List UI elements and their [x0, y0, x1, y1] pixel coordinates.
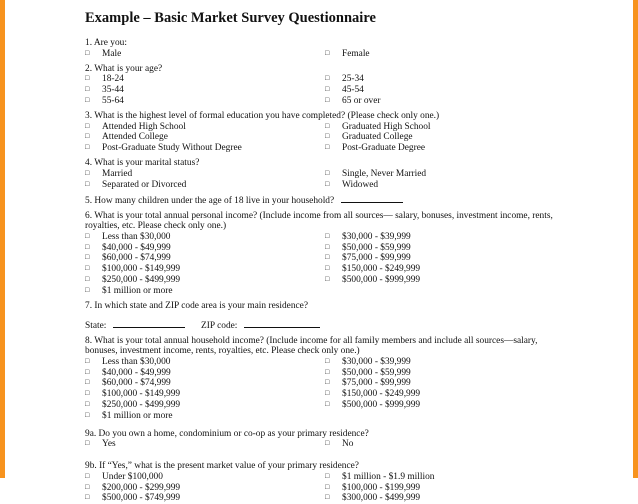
checkbox-option[interactable]: □ $1 million or more: [85, 286, 347, 297]
question-text: 7. In which state and ZIP code area is your main residence?: [85, 300, 309, 311]
checkbox-option[interactable]: □ $40,000 - $49,999: [85, 368, 325, 379]
checkbox-option[interactable]: □ $150,000 - $249,999: [325, 264, 565, 275]
checkbox-option[interactable]: □ Less than $30,000: [85, 232, 325, 243]
question-9a: [85, 430, 565, 451]
checkbox-option[interactable]: □ Yes: [85, 439, 325, 450]
checkbox-option[interactable]: □ Single, Never Married: [325, 169, 565, 180]
checkbox-option[interactable]: □ $500,000 - $999,999: [325, 400, 565, 411]
checkbox-option[interactable]: □ $50,000 - $59,999: [325, 368, 565, 379]
checkbox-option[interactable]: □ Attended High School: [85, 122, 325, 133]
checkbox-option[interactable]: □ $60,000 - $74,999: [85, 378, 325, 389]
question-text: 9a. Do you own a home, condominium or co-op as your primary residence?: [85, 428, 369, 439]
checkbox-option[interactable]: □ $300,000 - $499,999: [325, 493, 565, 504]
checkbox-option[interactable]: □ $150,000 - $249,999: [325, 389, 565, 400]
checkbox-option[interactable]: □ $100,000 - $149,999: [85, 389, 325, 400]
checkbox-option[interactable]: □ $30,000 - $39,999: [325, 357, 565, 368]
state-field[interactable]: [113, 320, 185, 328]
question-1: [85, 39, 565, 60]
checkbox-option[interactable]: □ $75,000 - $99,999: [325, 253, 565, 264]
checkbox-option[interactable]: □ No: [325, 439, 565, 450]
checkbox-option[interactable]: □ $100,000 - $149,999: [85, 264, 325, 275]
checkbox-option[interactable]: □ Post-Graduate Study Without Degree: [85, 143, 325, 154]
question-3: [85, 112, 565, 154]
checkbox-option[interactable]: □ 55-64: [85, 96, 325, 107]
children-count-field[interactable]: [341, 195, 403, 203]
question-6: [85, 212, 565, 296]
checkbox-option[interactable]: □ Female: [325, 49, 565, 60]
question-text: 9b. If “Yes,” what is the present market value of your primary residence?: [85, 461, 359, 472]
question-text: 3. What is the highest level of formal education you have completed? (Please check only one.): [85, 110, 440, 121]
checkbox-option[interactable]: □ $75,000 - $99,999: [325, 378, 565, 389]
checkbox-option[interactable]: □ $250,000 - $499,999: [85, 400, 325, 411]
question-text: 5. How many children under the age of 18 live in your household?: [85, 196, 335, 207]
checkbox-option[interactable]: □ 18-24: [85, 74, 325, 85]
question-7: [85, 302, 565, 333]
checkbox-option[interactable]: □ Married: [85, 169, 325, 180]
checkbox-option[interactable]: □ $100,000 - $199,999: [325, 483, 565, 494]
question-text: 4. What is your marital status?: [85, 157, 200, 168]
checkbox-option[interactable]: □ Post-Graduate Degree: [325, 143, 565, 154]
checkbox-option[interactable]: □ $50,000 - $59,999: [325, 243, 565, 254]
question-text: 1. Are you:: [85, 38, 127, 48]
checkbox-option[interactable]: □ Separated or Divorced: [85, 180, 325, 191]
zip-field[interactable]: [244, 320, 320, 328]
checkbox-option[interactable]: □ 45-54: [325, 85, 565, 96]
question-8: [85, 337, 565, 421]
question-text: 6. What is your total annual personal income? (Include income from all sources— salary, bonuses, investment income, rents, royalties, etc. Please check only one.): [85, 211, 553, 231]
checkbox-option[interactable]: □ $200,000 - $299,999: [85, 483, 325, 494]
checkbox-option[interactable]: □ $1 million or more: [85, 411, 347, 422]
checkbox-option[interactable]: □ $500,000 - $999,999: [325, 275, 565, 286]
checkbox-option[interactable]: □ $250,000 - $499,999: [85, 275, 325, 286]
checkbox-option[interactable]: □ Attended College: [85, 132, 325, 143]
checkbox-option[interactable]: □ Graduated College: [325, 132, 565, 143]
state-label: State:: [85, 321, 107, 332]
checkbox-option[interactable]: □ $30,000 - $39,999: [325, 232, 565, 243]
checkbox-option[interactable]: □ 65 or over: [325, 96, 565, 107]
checkbox-option[interactable]: □ Widowed: [325, 180, 565, 191]
checkbox-option[interactable]: □ $1 million - $1.9 million: [325, 472, 565, 483]
checkbox-option[interactable]: □ Less than $30,000: [85, 357, 325, 368]
checkbox-option[interactable]: □ $60,000 - $74,999: [85, 253, 325, 264]
question-5: [85, 195, 565, 207]
question-2: [85, 65, 565, 107]
checkbox-option[interactable]: □ Graduated High School: [325, 122, 565, 133]
question-text: 2. What is your age?: [85, 63, 163, 74]
questionnaire-document: [85, 10, 565, 504]
document-title: Example – Basic Market Survey Questionnaire: [85, 10, 376, 26]
checkbox-option[interactable]: □ Under $100,000: [85, 472, 325, 483]
checkbox-option[interactable]: □ 25-34: [325, 74, 565, 85]
question-4: [85, 159, 565, 190]
checkbox-option[interactable]: □ 35-44: [85, 85, 325, 96]
zip-label: ZIP code:: [201, 321, 238, 332]
checkbox-option[interactable]: □ Male: [85, 49, 325, 60]
question-9b: [85, 462, 565, 504]
question-text: 8. What is your total annual household income? (Include income for all family members and include all sources—salary, bonuses, investment income, rents, royalties, etc. Please check only one.): [85, 336, 538, 356]
checkbox-option[interactable]: □ $500,000 - $749,999: [85, 493, 325, 504]
checkbox-option[interactable]: □ $40,000 - $49,999: [85, 243, 325, 254]
